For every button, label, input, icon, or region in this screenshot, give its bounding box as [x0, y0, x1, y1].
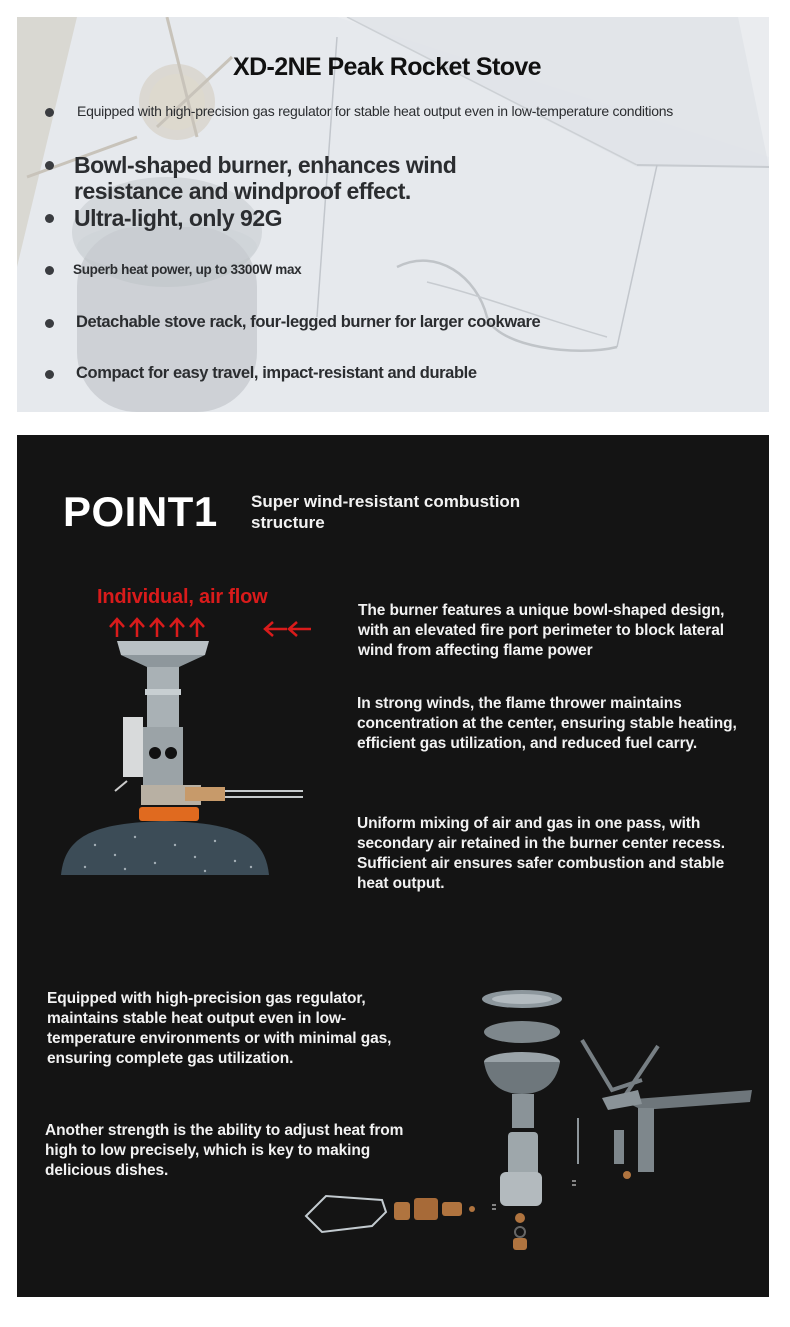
point-subtitle: Super wind-resistant combustion structure — [251, 492, 521, 532]
feature-item — [45, 103, 673, 119]
feature-text: Detachable stove rack, four-legged burner for larger cookware — [76, 313, 541, 331]
feature-text: Equipped with high-precision gas regulator for stable heat output even in low-temperature conditions — [77, 103, 674, 119]
point1-section — [17, 435, 769, 1297]
description-paragraph: Another strength is the ability to adjust heat from high to low precisely, which is key to making delicious dishes. — [45, 1121, 404, 1179]
feature-text: Superb heat power, up to 3300W max — [73, 262, 302, 277]
bullet-icon — [45, 266, 54, 275]
bullet-icon — [45, 370, 54, 379]
description-paragraph: The burner features a unique bowl-shaped design, with an elevated fire port perimeter to block lateral wind from affecting flame power — [358, 601, 725, 659]
exploded-stove-illustration — [282, 980, 769, 1250]
point-label: POINT1 — [63, 488, 218, 535]
burner-cutaway-diagram — [55, 605, 315, 875]
side-wind-arrows-icon — [265, 622, 311, 636]
bullet-icon — [45, 214, 54, 223]
feature-item — [45, 205, 282, 231]
description-paragraph: Equipped with high-precision gas regulator, maintains stable heat output even in low-temperature environments or with minimal gas, ensuring complete gas utilization. — [47, 989, 392, 1067]
feature-text: Ultra-light, only 92G — [74, 205, 283, 231]
feature-item — [45, 262, 301, 277]
feature-item — [45, 152, 525, 204]
upward-airflow-arrows-icon — [110, 619, 204, 637]
feature-item — [45, 313, 540, 332]
feature-item — [45, 364, 477, 383]
bullet-icon — [45, 319, 54, 328]
bullet-icon — [45, 161, 54, 170]
airflow-caption: Individual, air flow — [97, 586, 268, 608]
bullet-icon — [45, 108, 54, 117]
feature-text: Bowl-shaped burner, enhances wind resistance and windproof effect. — [74, 152, 457, 204]
hero-banner — [17, 17, 769, 412]
description-paragraph: In strong winds, the flame thrower maintains concentration at the center, ensuring stable heating, efficient gas utilization, and reduced fuel carry. — [357, 694, 737, 752]
feature-text: Compact for easy travel, impact-resistant and durable — [76, 364, 477, 382]
product-title: XD-2NE Peak Rocket Stove — [233, 52, 541, 81]
description-paragraph: Uniform mixing of air and gas in one pass, with secondary air retained in the burner center recess. Sufficient air ensures safer combustion and stable heat output. — [357, 814, 725, 892]
